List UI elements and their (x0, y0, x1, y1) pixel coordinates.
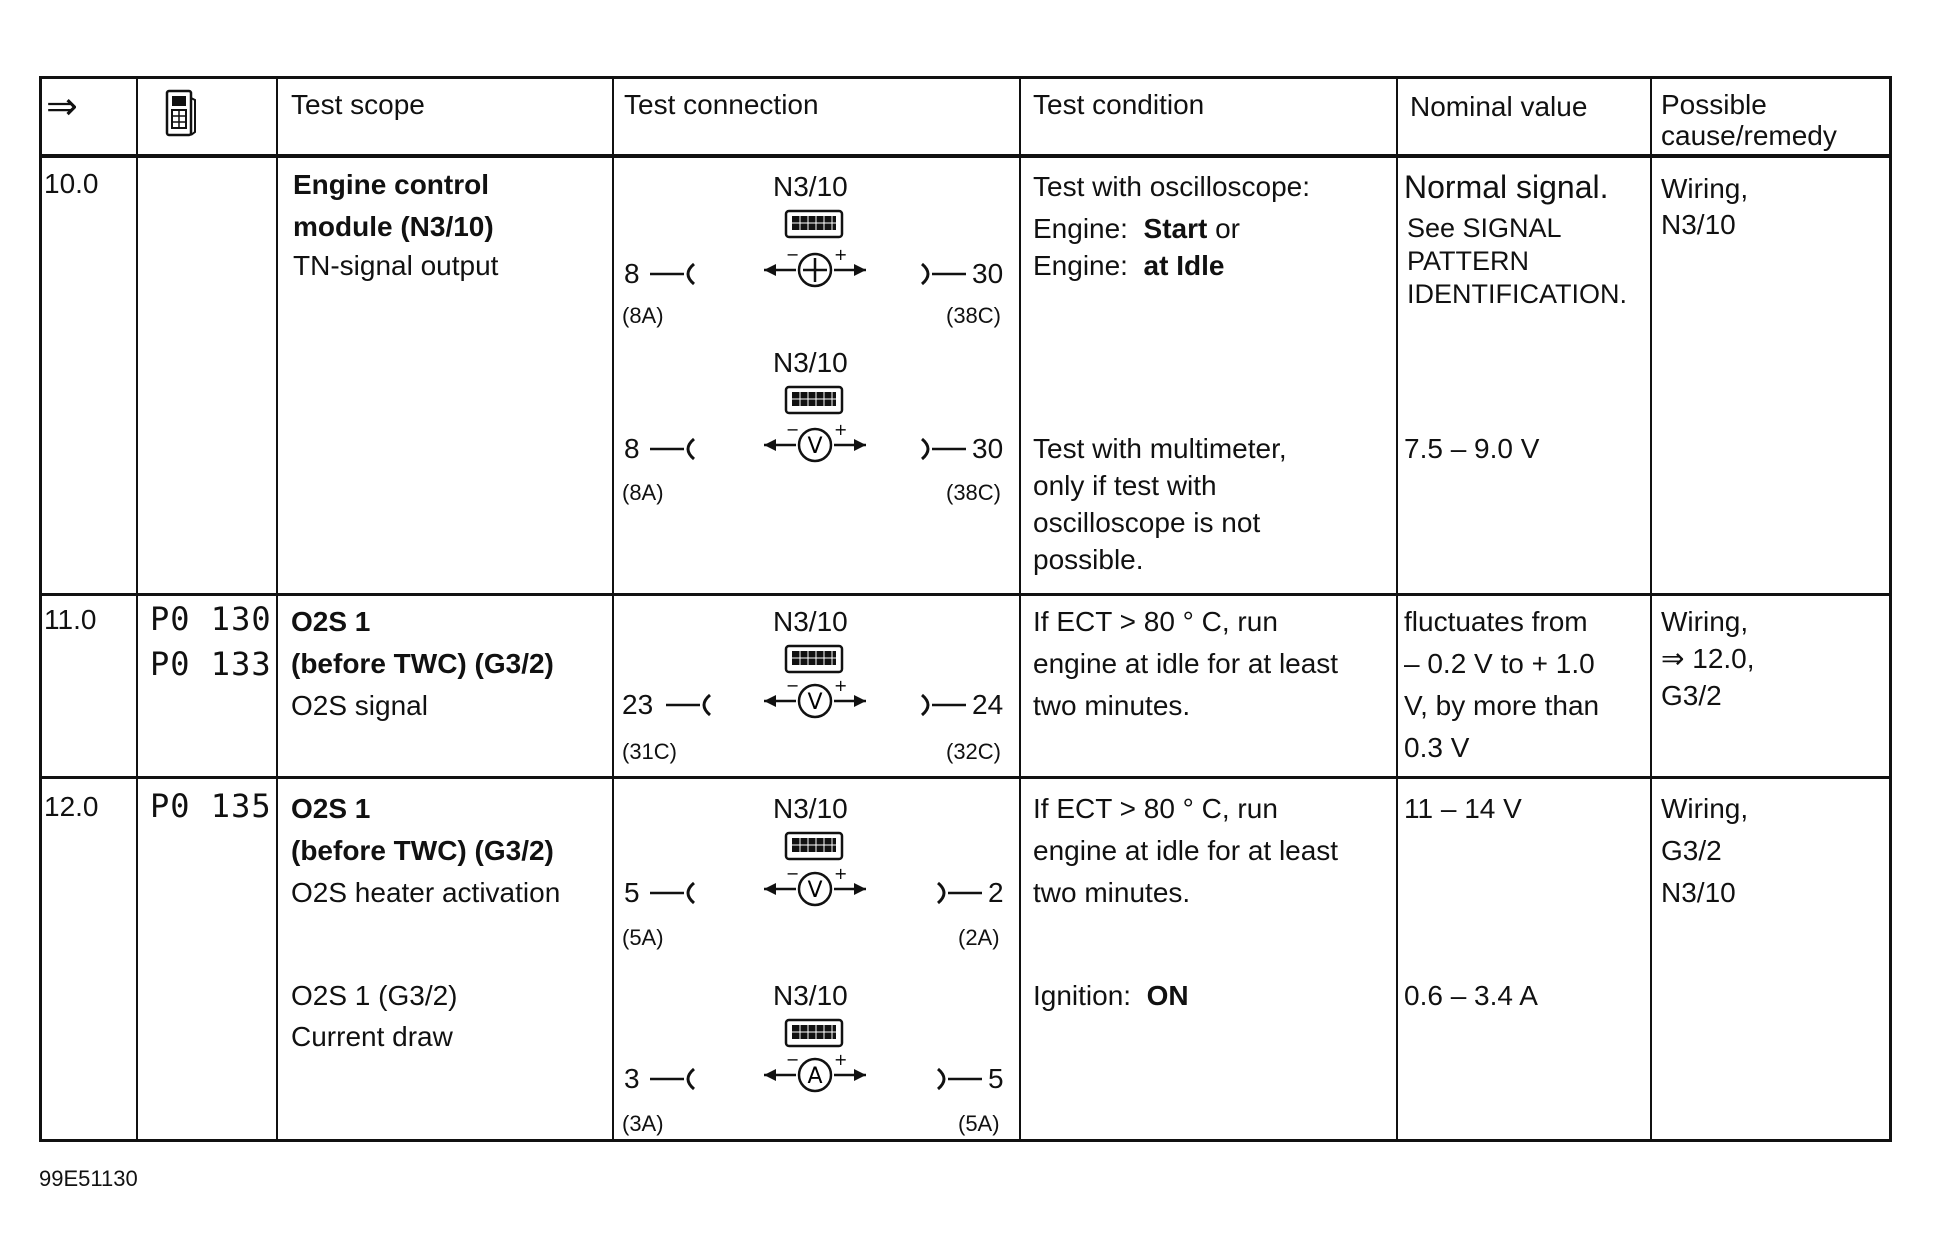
condition-line: possible. (1033, 544, 1144, 575)
left-pin: 8 (624, 258, 640, 289)
right-pin-alt: (2A) (958, 925, 1000, 950)
right-pin: 30 (972, 433, 1004, 464)
column-divider (276, 76, 278, 1142)
cause-line: G3/2 (1661, 680, 1722, 711)
nominal-line: See SIGNAL (1407, 213, 1562, 243)
condition-line: Test with multimeter, (1033, 433, 1287, 464)
cause-line: Wiring, (1661, 606, 1749, 637)
right-pin-alt: (5A) (958, 1111, 1000, 1136)
left-pin-alt: (8A) (622, 480, 664, 505)
right-pin: 5 (988, 1063, 1004, 1094)
svg-text:−: − (786, 865, 800, 883)
condition-line: engine at idle for at least (1033, 648, 1339, 679)
row-divider (39, 776, 1892, 779)
svg-text:+: + (834, 865, 848, 883)
voltmeter-icon (760, 421, 870, 470)
condition-line: engine at idle for at least (1033, 835, 1339, 866)
right-pin: 2 (988, 877, 1004, 908)
nominal-line: Normal signal. (1404, 169, 1609, 205)
column-divider (1650, 76, 1652, 1142)
socket-right-icon (918, 689, 968, 724)
left-pin: 8 (624, 433, 640, 464)
svg-text:+: + (834, 246, 848, 264)
svg-text:V: V (807, 690, 823, 715)
step-number: 10.0 (44, 168, 99, 199)
condition-line: only if test with (1033, 470, 1217, 501)
left-pin-alt: (3A) (622, 1111, 664, 1136)
module-label: N3/10 (773, 606, 848, 637)
svg-text:A: A (807, 1064, 823, 1089)
condition-line: Engine: Start or (1033, 213, 1241, 244)
socket-left-icon (648, 1063, 698, 1098)
right-pin: 30 (972, 258, 1004, 289)
connector-icon (782, 830, 846, 869)
module-label: N3/10 (773, 980, 848, 1011)
svg-text:+: + (834, 1051, 848, 1069)
scope-description: O2S heater activation (291, 877, 561, 908)
left-pin-alt: (8A) (622, 303, 664, 328)
header-possible-cause-line2: cause/remedy (1661, 120, 1837, 151)
fault-code: P0 135 (150, 787, 272, 825)
left-pin: 5 (624, 877, 640, 908)
scope-title-line: (before TWC) (G3/2) (291, 648, 554, 679)
socket-right-icon (934, 877, 984, 912)
right-pin-alt: (38C) (946, 480, 1002, 505)
voltmeter-icon (760, 865, 870, 914)
condition-line: oscilloscope is not (1033, 507, 1261, 538)
svg-text:+: + (834, 677, 848, 695)
nominal-line: IDENTIFICATION. (1407, 279, 1627, 309)
cause-line: N3/10 (1661, 877, 1736, 908)
figure-code: 99E51130 (39, 1166, 138, 1191)
condition-line: Ignition: ON (1033, 980, 1189, 1011)
cause-line: N3/10 (1661, 209, 1736, 240)
left-pin: 3 (624, 1063, 640, 1094)
cause-line: G3/2 (1661, 835, 1722, 866)
svg-text:−: − (786, 421, 800, 439)
connector-icon (782, 208, 846, 247)
condition-line: two minutes. (1033, 690, 1191, 721)
condition-line: Test with oscilloscope: (1033, 171, 1311, 202)
svg-text:−: − (786, 677, 800, 695)
header-test-connection: Test connection (624, 89, 819, 120)
left-pin-alt: (31C) (622, 739, 678, 764)
fault-code: P0 133 (150, 645, 272, 683)
svg-text:V: V (807, 434, 823, 459)
header-nominal-value: Nominal value (1410, 91, 1588, 122)
nominal-line: 11 – 14 V (1404, 793, 1522, 824)
scope-title-line: O2S 1 (291, 793, 371, 824)
fault-code: P0 130 (150, 600, 272, 638)
voltmeter-icon (760, 677, 870, 726)
condition-line: Engine: at Idle (1033, 250, 1225, 281)
scope-description: O2S signal (291, 690, 428, 721)
nominal-line: 0.6 – 3.4 A (1404, 980, 1538, 1011)
condition-line: If ECT > 80 ° C, run (1033, 606, 1278, 637)
column-divider (1019, 76, 1021, 1142)
svg-text:+: + (834, 421, 848, 439)
column-divider (136, 76, 138, 1142)
nominal-line: – 0.2 V to + 1.0 (1404, 648, 1595, 679)
nominal-line: 7.5 – 9.0 V (1404, 433, 1540, 464)
svg-text:−: − (786, 246, 800, 264)
cause-line: ⇒ 12.0, (1661, 643, 1755, 674)
right-pin-alt: (38C) (946, 303, 1002, 328)
socket-left-icon (648, 433, 698, 468)
header-possible-cause-line1: Possible (1661, 89, 1767, 120)
connector-icon (782, 384, 846, 423)
left-pin: 23 (622, 689, 654, 720)
cause-line: Wiring, (1661, 173, 1749, 204)
socket-right-icon (918, 258, 968, 293)
oscilloscope-meter-icon (760, 246, 870, 295)
step-number: 12.0 (44, 791, 99, 822)
scope-title-line: O2S 1 (291, 606, 371, 637)
scope-description: Current draw (291, 1021, 453, 1052)
nominal-line: 0.3 V (1404, 732, 1470, 763)
socket-left-icon (648, 877, 698, 912)
svg-text:V: V (807, 878, 823, 903)
header-test-scope: Test scope (291, 89, 425, 120)
socket-right-icon (918, 433, 968, 468)
scope-title-line: (before TWC) (G3/2) (291, 835, 554, 866)
scope-description: O2S 1 (G3/2) (291, 980, 458, 1011)
socket-right-icon (934, 1063, 984, 1098)
scope-title-line: Engine control (293, 169, 489, 200)
ammeter-icon (760, 1051, 870, 1100)
column-divider (1396, 76, 1398, 1142)
svg-text:−: − (786, 1051, 800, 1069)
socket-left-icon (648, 258, 698, 293)
condition-line: If ECT > 80 ° C, run (1033, 793, 1278, 824)
left-pin-alt: (5A) (622, 925, 664, 950)
condition-line: two minutes. (1033, 877, 1191, 908)
right-pin: 24 (972, 689, 1004, 720)
row-divider (39, 593, 1892, 596)
nominal-line: V, by more than (1404, 690, 1600, 721)
module-label: N3/10 (773, 793, 848, 824)
module-label: N3/10 (773, 171, 848, 202)
scope-title-line: module (N3/10) (293, 211, 494, 242)
nominal-line: fluctuates from (1404, 606, 1588, 637)
header-arrow: ⇒ (46, 86, 78, 128)
column-divider (612, 76, 614, 1142)
header-test-condition: Test condition (1033, 89, 1205, 120)
module-label: N3/10 (773, 347, 848, 378)
header-divider (39, 154, 1892, 158)
cause-line: Wiring, (1661, 793, 1749, 824)
hand-held-tester-icon (164, 88, 198, 145)
socket-left-icon (664, 689, 714, 724)
nominal-line: PATTERN (1407, 246, 1530, 276)
scope-description: TN-signal output (293, 250, 499, 281)
step-number: 11.0 (44, 604, 97, 635)
right-pin-alt: (32C) (946, 739, 1002, 764)
